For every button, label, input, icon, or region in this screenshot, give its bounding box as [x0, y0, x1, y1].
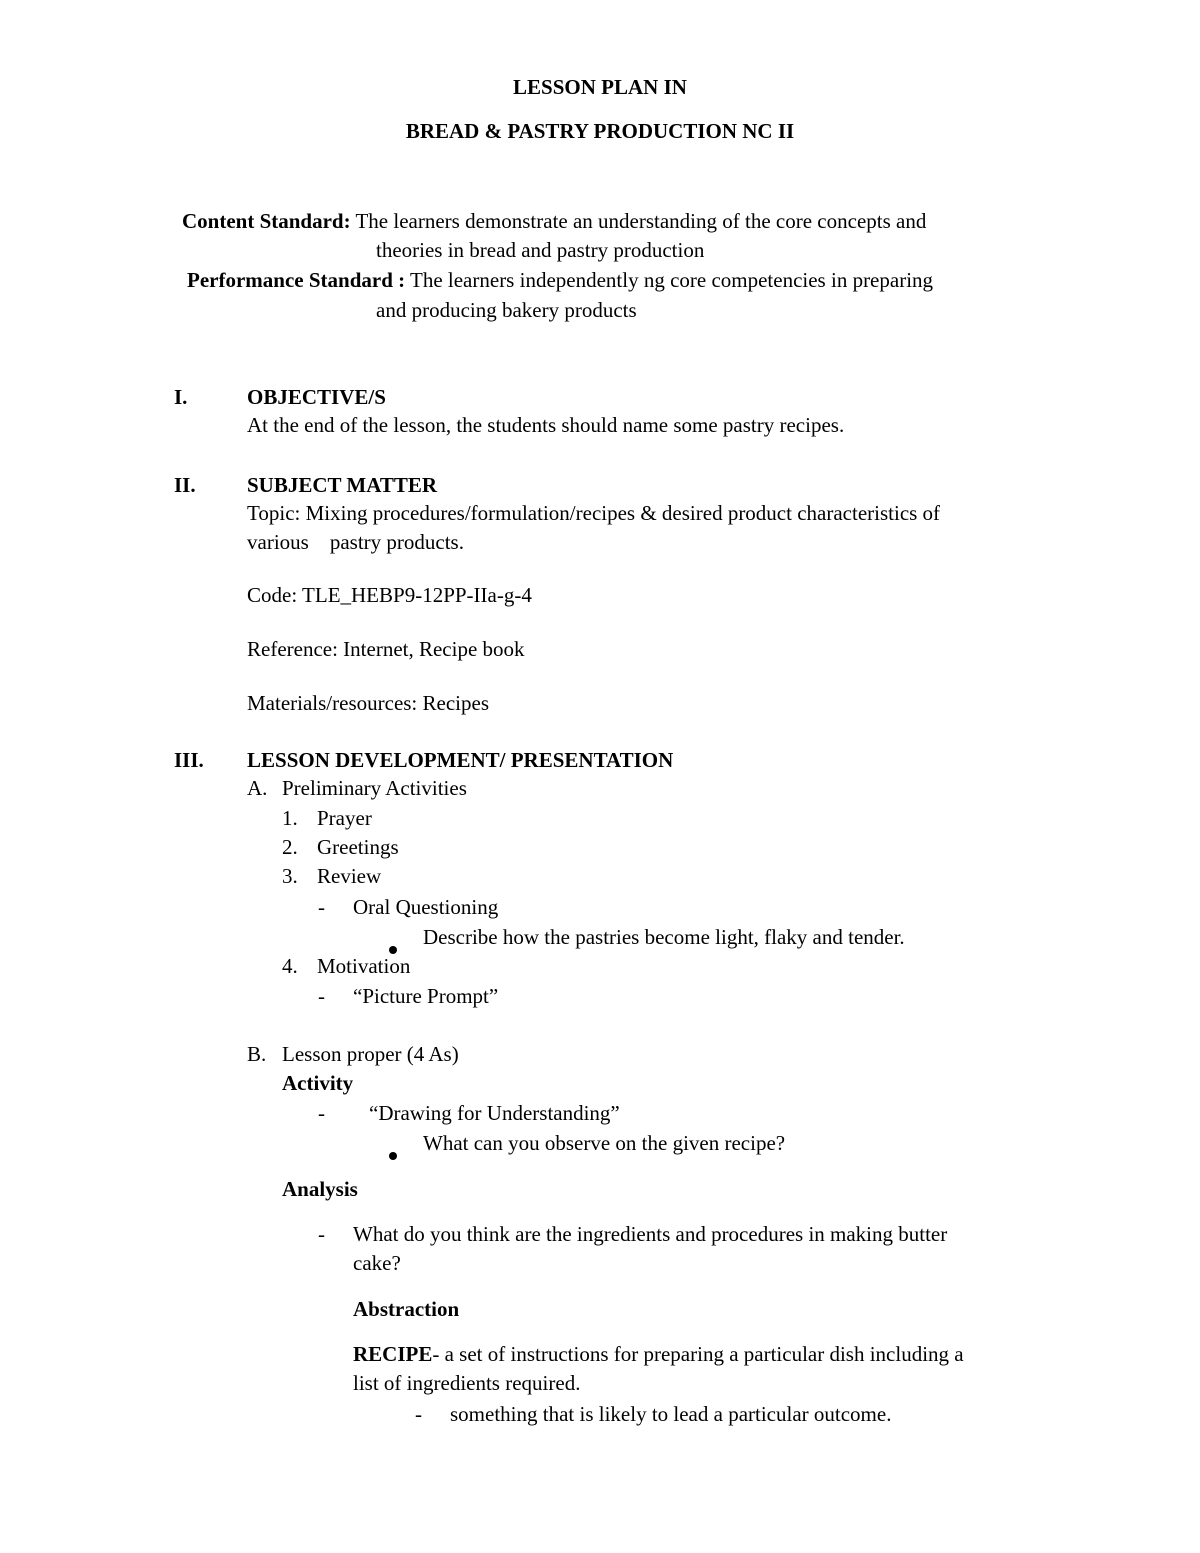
- analysis-heading: Analysis: [282, 1177, 358, 1201]
- review-sub: Oral Questioning: [353, 895, 499, 919]
- section-2-heading: SUBJECT MATTER: [247, 473, 438, 497]
- title-line-1: LESSON PLAN IN: [513, 75, 687, 99]
- activity-heading: Activity: [282, 1071, 354, 1095]
- list-marker-b: B.: [247, 1042, 267, 1066]
- review-dash: -: [318, 895, 325, 919]
- item-4-text: Motivation: [317, 954, 411, 978]
- objective-text: At the end of the lesson, the students should name some pastry recipes.: [247, 413, 845, 437]
- item-3-text: Review: [317, 864, 382, 888]
- activity-bullet-icon: [389, 1139, 397, 1168]
- materials-line: Materials/resources: Recipes: [247, 691, 489, 715]
- content-standard-text: The learners demonstrate an understanding of the core concepts and: [355, 209, 927, 233]
- activity-sub: “Drawing for Understanding”: [369, 1101, 620, 1125]
- code-line: Code: TLE_HEBP9-12PP-IIa-g-4: [247, 583, 532, 607]
- recipe-term: RECIPE: [353, 1342, 433, 1366]
- topic-line-2: various pastry products.: [247, 530, 464, 554]
- list-marker-a: A.: [247, 776, 268, 800]
- section-1-numeral: I.: [174, 385, 188, 409]
- activity-bullet-text: What can you observe on the given recipe?: [423, 1131, 786, 1155]
- item-2-text: Greetings: [317, 835, 399, 859]
- analysis-dash: -: [318, 1222, 325, 1246]
- recipe-def-line-1: - a set of instructions for preparing a particular dish including a: [432, 1342, 964, 1366]
- motivation-sub: “Picture Prompt”: [353, 984, 499, 1008]
- performance-standard: [187, 266, 933, 295]
- motivation-dash: -: [318, 984, 325, 1008]
- performance-standard-label: Performance Standard :: [187, 268, 406, 292]
- recipe-definition: [353, 1340, 964, 1369]
- performance-standard-text: The learners independently ng core competencies in preparing: [410, 268, 934, 292]
- abstraction-heading: Abstraction: [353, 1297, 460, 1321]
- item-3-number: 3.: [282, 864, 298, 888]
- analysis-line-2: cake?: [353, 1251, 401, 1275]
- recipe-def-line-2: list of ingredients required.: [353, 1371, 581, 1395]
- content-standard: [182, 207, 926, 236]
- section-1-heading: OBJECTIVE/S: [247, 385, 386, 409]
- section-3-heading: LESSON DEVELOPMENT/ PRESENTATION: [247, 748, 674, 772]
- title-line-2: BREAD & PASTRY PRODUCTION NC II: [405, 119, 795, 143]
- preliminary-activities-label: Preliminary Activities: [282, 776, 467, 800]
- activity-dash: -: [318, 1101, 325, 1125]
- section-2-numeral: II.: [174, 473, 196, 497]
- recipe-dash: -: [415, 1402, 422, 1426]
- section-3-numeral: III.: [174, 748, 204, 772]
- analysis-line-1: What do you think are the ingredients and procedures in making butter: [353, 1222, 948, 1246]
- recipe-sub: something that is likely to lead a particular outcome.: [450, 1402, 892, 1426]
- review-bullet-text: Describe how the pastries become light, flaky and tender.: [423, 925, 905, 949]
- content-standard-text-cont: theories in bread and pastry production: [376, 238, 705, 262]
- reference-line: Reference: Internet, Recipe book: [247, 637, 525, 661]
- item-2-number: 2.: [282, 835, 298, 859]
- lesson-proper-label: Lesson proper (4 As): [282, 1042, 459, 1066]
- item-1-text: Prayer: [317, 806, 372, 830]
- content-standard-label: Content Standard:: [182, 209, 351, 233]
- performance-standard-text-cont: and producing bakery products: [376, 298, 637, 322]
- item-1-number: 1.: [282, 806, 298, 830]
- topic-line-1: Topic: Mixing procedures/formulation/recipes & desired product characteristics of: [247, 501, 941, 525]
- item-4-number: 4.: [282, 954, 298, 978]
